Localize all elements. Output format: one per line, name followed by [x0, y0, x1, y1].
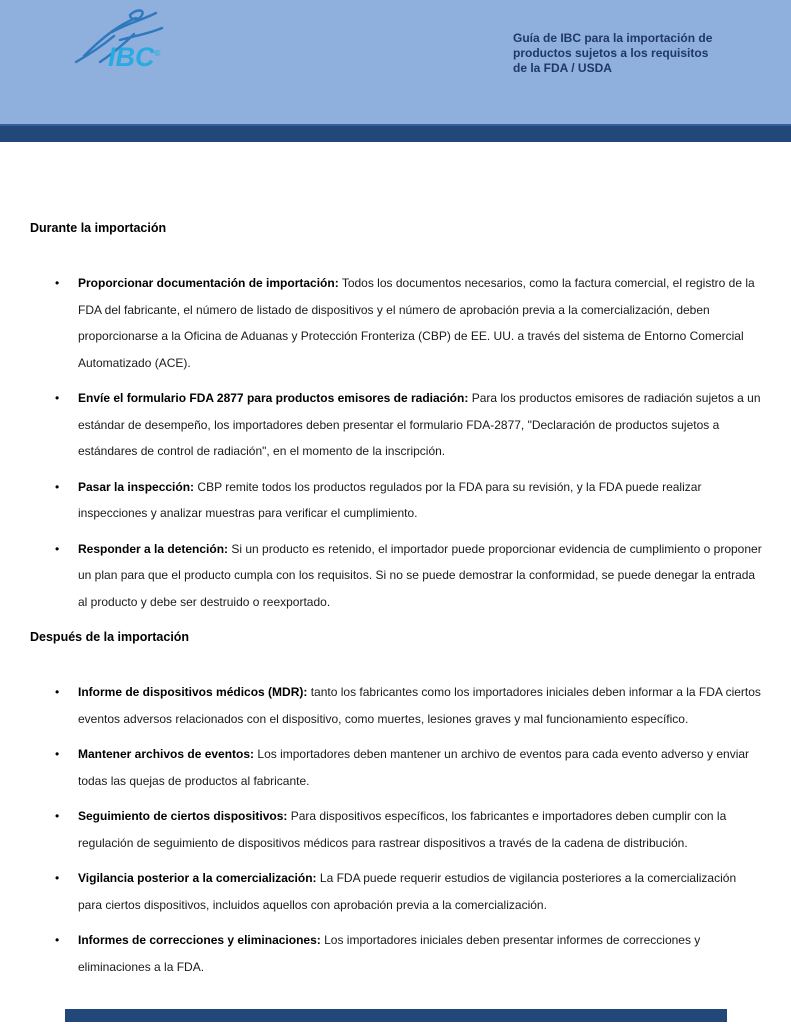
bullet-icon: • — [55, 809, 60, 823]
bullet-icon: • — [55, 871, 60, 885]
section-heading-durante: Durante la importación — [30, 221, 167, 235]
ibc-logo — [70, 6, 180, 78]
title-line: de la FDA / USDA — [513, 61, 612, 75]
item-text: Todos los documentos necesarios, como la factura comercial, el registro de la FDA del fabricante, el número de listado de dispositivos y el número de aprobación previa a la comercialización, deben proporcionarse a la Oficina de Aduanas y Protección Fronteriza (CBP) de EE. UU. a través del sistema de Entorno Comercial Automatizado (ACE). — [78, 276, 755, 370]
item-text: Los importadores iniciales deben presentar informes de correcciones y eliminaciones a la FDA. — [78, 933, 701, 974]
title-line: productos sujetos a los requisitos — [513, 46, 709, 60]
bullet-list-despues — [30, 679, 763, 980]
item-label: Informes de correcciones y eliminaciones: — [78, 933, 321, 947]
list-item — [55, 679, 763, 732]
list-item — [55, 741, 763, 794]
item-text: tanto los fabricantes como los importadores iniciales deben informar a la FDA ciertos eventos adversos relacionados con el dispositivo, como muertes, lesiones graves y mal funcionamiento específico. — [78, 685, 761, 726]
bullet-icon: • — [55, 685, 60, 699]
item-label: Seguimiento de ciertos dispositivos: — [78, 809, 288, 823]
list-item — [55, 865, 763, 918]
item-label: Mantener archivos de eventos: — [78, 747, 255, 761]
page-header — [0, 0, 791, 124]
item-label: Envíe el formulario FDA 2877 para productos emisores de radiación: — [78, 391, 469, 405]
bullet-icon: • — [55, 933, 60, 947]
item-label: Informe de dispositivos médicos (MDR): — [78, 685, 308, 699]
bullet-icon: • — [55, 541, 60, 556]
list-item — [55, 385, 763, 465]
item-label: Responder a la detención: — [78, 541, 229, 556]
item-label: Pasar la inspección: — [78, 479, 195, 494]
header-title — [513, 31, 753, 76]
header-divider-band — [0, 124, 791, 142]
list-item — [55, 803, 763, 856]
item-text: Si un producto es retenido, el importador puede proporcionar evidencia de cumplimiento o proponer un plan para que el producto cumpla con los requisitos. Si no se puede demostrar la conformidad, se puede denegar la entrada al producto y debe ser destruido o reexportado. — [78, 541, 762, 609]
item-label: Proporcionar documentación de importación: — [78, 276, 339, 290]
item-label: Vigilancia posterior a la comercialización: — [78, 871, 317, 885]
item-text: Los importadores deben mantener un archivo de eventos para cada evento adverso y enviar todas las quejas de productos al fabricante. — [78, 747, 750, 788]
list-item — [55, 927, 763, 980]
item-text: Para dispositivos específicos, los fabricantes e importadores deben cumplir con la regulación de seguimiento de dispositivos médicos para rastrear dispositivos a través de la cadena de distribución. — [78, 809, 727, 850]
bullet-list-durante — [30, 270, 763, 615]
item-text: La FDA puede requerir estudios de vigilancia posteriores a la comercialización para ciertos dispositivos, incluidos aquellos con aprobación previa a la comercialización. — [78, 871, 737, 912]
section-heading-despues: Después de la importación — [30, 630, 190, 644]
document-content — [0, 142, 791, 980]
bullet-icon: • — [55, 276, 60, 290]
registered-mark: ® — [154, 49, 161, 58]
logo-text: IBC® — [108, 42, 161, 72]
list-item — [55, 270, 763, 376]
item-text: Para los productos emisores de radiación sujetos a un estándar de desempeño, los importadores deben presentar el formulario FDA-2877, "Declaración de productos sujetos a estándares de control de radiación", en el momento de la inscripción. — [78, 391, 761, 458]
bullet-icon: • — [55, 479, 60, 494]
footer-divider-bar — [65, 1009, 727, 1022]
item-text: CBP remite todos los productos regulados por la FDA para su revisión, y la FDA puede realizar inspecciones y analizar muestras para verificar el cumplimiento. — [78, 479, 702, 520]
list-item — [55, 474, 763, 527]
bullet-icon: • — [55, 391, 60, 405]
bullet-icon: • — [55, 747, 60, 761]
list-item — [55, 536, 763, 616]
title-line: Guía de IBC para la importación de — [513, 31, 713, 45]
